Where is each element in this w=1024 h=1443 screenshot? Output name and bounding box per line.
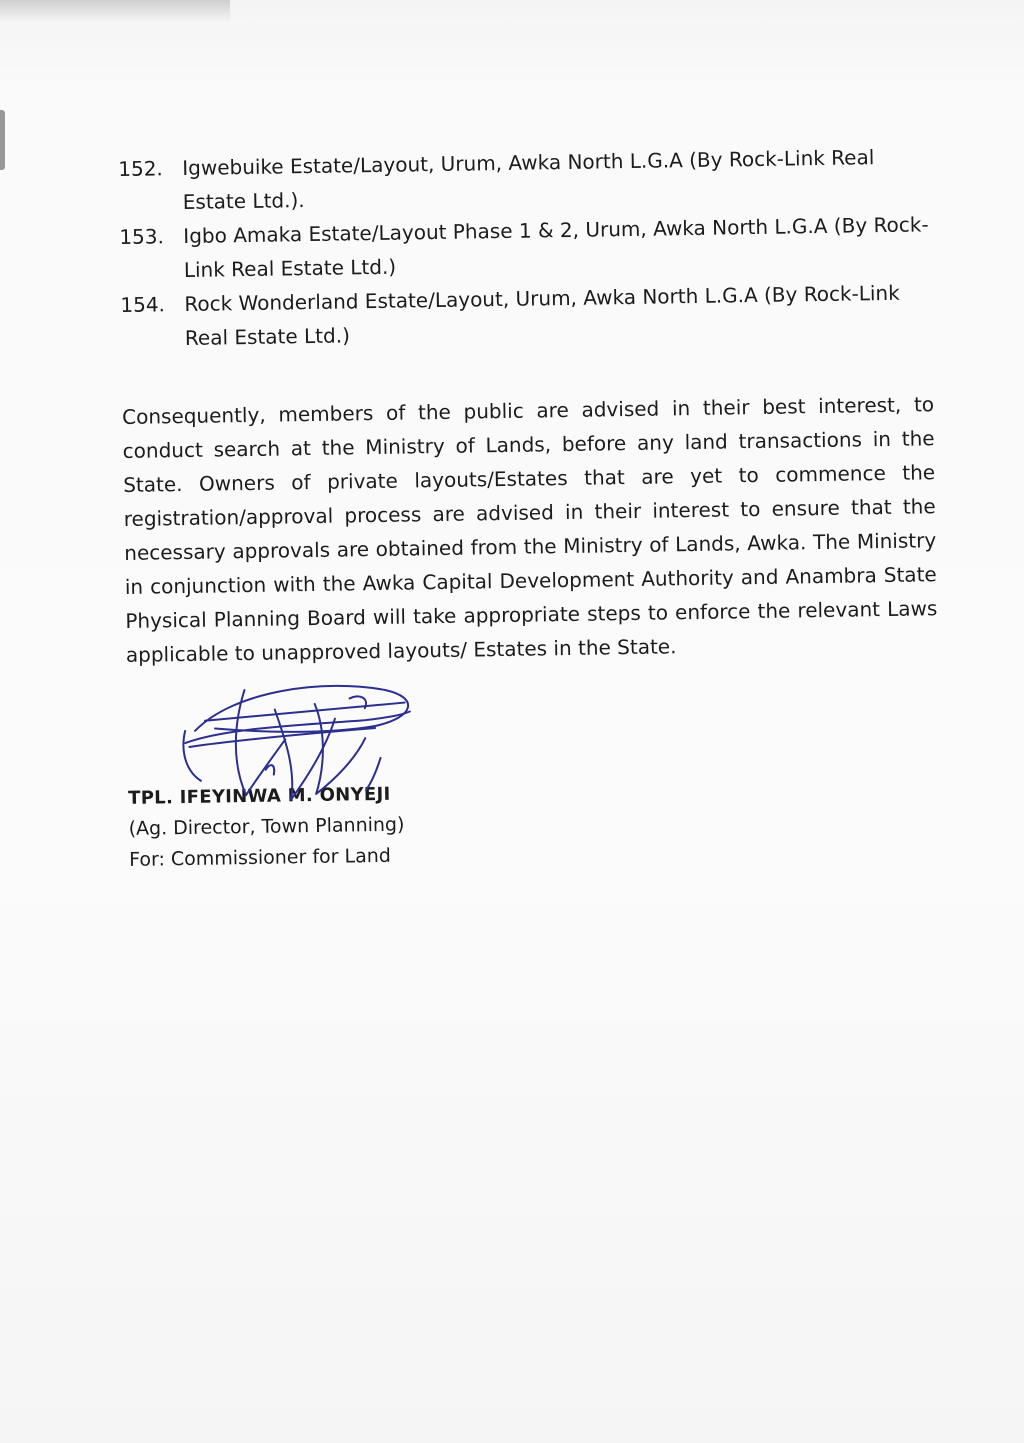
document-content	[118, 139, 941, 876]
signatory-title: (Ag. Director, Town Planning)	[128, 813, 405, 840]
paper-fold-shadow	[0, 0, 230, 22]
signatory-on-behalf: For: Commissioner for Land	[128, 844, 392, 871]
item-number: 153.	[119, 224, 165, 249]
item-number: 154.	[120, 292, 166, 317]
signature-block	[128, 771, 941, 876]
item-text: Igbo Amaka Estate/Layout Phase 1 & 2, Urum, Awka North L.G.A (By Rock-Link Real Estate Ltd.)	[183, 212, 929, 282]
list-item	[119, 207, 932, 288]
advisory-paragraph: Consequently, members of the public are advised in their best interest, to conduct search at the Ministry of Lands, before any land transactions in the State. Owners of private layouts/Estates that are yet to commence the registration/approval process are advised in their interest to ensure that the necessary approvals are obtained from the Ministry of Lands, Awka. The Ministry in conjunction with the Awka Capital Development Authority and Anambra State Physical Planning Board will take appropriate steps to enforce the relevant Laws applicable to unapproved layouts/ Estates in the State.	[121, 392, 938, 667]
handwritten-signature	[174, 667, 436, 811]
item-text: Igwebuike Estate/Layout, Urum, Awka North L.G.A (By Rock-Link Real Estate Ltd.).	[182, 145, 875, 214]
estate-list	[118, 139, 933, 356]
item-text: Rock Wonderland Estate/Layout, Urum, Awka North L.G.A (By Rock-Link Real Estate Ltd.)	[184, 280, 900, 350]
list-item	[120, 275, 933, 356]
list-item	[118, 139, 931, 220]
paper-edge-mark	[0, 110, 5, 170]
item-number: 152.	[118, 156, 163, 181]
signatory-name: TPL. IFEYINWA M. ONYEJI	[127, 783, 391, 809]
